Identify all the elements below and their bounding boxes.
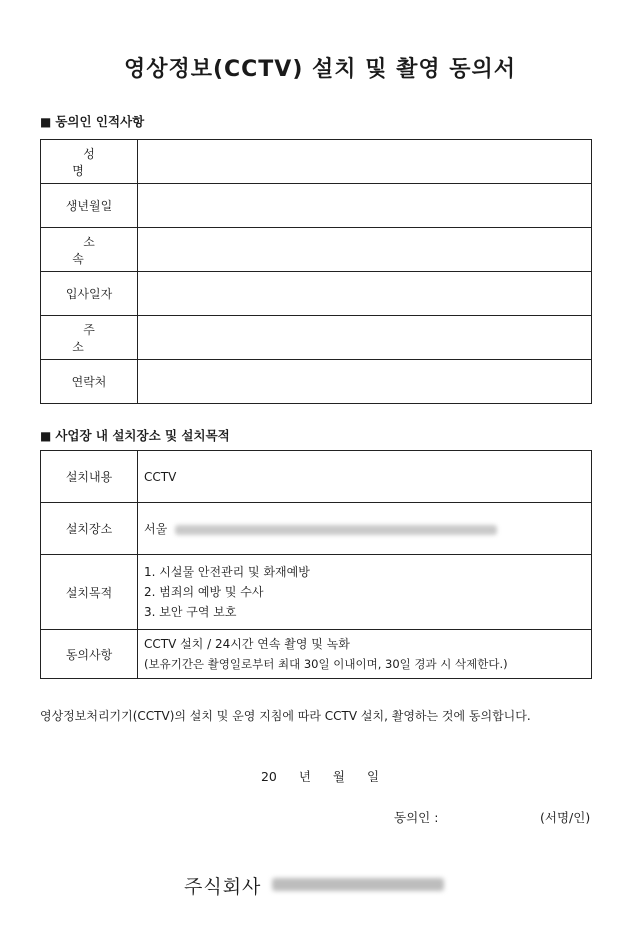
table-row xyxy=(41,503,592,555)
section-heading-personal-info xyxy=(40,112,144,130)
birthdate-field[interactable] xyxy=(138,184,592,228)
install-location-city: 서울 xyxy=(144,522,168,536)
consent-statement: 영상정보처리기기(CCTV)의 설치 및 운영 지침에 따라 CCTV 설치, 촬영하는 것에 동의합니다. xyxy=(40,709,531,723)
date-line: 20 년 월 일 xyxy=(260,769,380,784)
square-bullet-icon: ■ xyxy=(40,429,52,443)
table-row xyxy=(41,272,592,316)
table-row xyxy=(41,451,592,503)
table-row xyxy=(41,140,592,184)
redacted-address-blur xyxy=(175,525,497,535)
install-content-value: CCTV xyxy=(138,451,592,503)
label-contact: 연락처 xyxy=(41,360,138,404)
table-row xyxy=(41,316,592,360)
company-name: 주식회사 xyxy=(184,876,262,898)
address-field[interactable] xyxy=(138,316,592,360)
hire-date-field[interactable] xyxy=(138,272,592,316)
table-row xyxy=(41,555,592,630)
table-row xyxy=(41,228,592,272)
section-heading-installation xyxy=(40,426,230,444)
document-title: 영상정보(CCTV) 설치 및 촬영 동의서 xyxy=(123,57,517,82)
section-heading-text: 사업장 내 설치장소 및 설치목적 xyxy=(55,428,230,443)
installation-table xyxy=(40,450,592,679)
square-bullet-icon: ■ xyxy=(40,115,52,129)
install-location-cell xyxy=(138,503,592,555)
signature-seal-label: (서명/인) xyxy=(540,810,591,825)
personal-info-table xyxy=(40,139,592,404)
redacted-company-name-blur xyxy=(272,878,444,891)
label-name xyxy=(41,140,138,184)
label-address xyxy=(41,316,138,360)
label-name-text: 성 명 xyxy=(72,146,117,178)
label-department-text: 소 속 xyxy=(72,234,117,266)
install-purpose-cell xyxy=(138,555,592,630)
label-hire-date: 입사일자 xyxy=(41,272,138,316)
department-field[interactable] xyxy=(138,228,592,272)
name-field[interactable] xyxy=(138,140,592,184)
purpose-line: 3. 보안 구역 보호 xyxy=(144,605,237,619)
purpose-line: 1. 시설물 안전관리 및 화재예방 xyxy=(144,565,310,579)
label-consent-terms: 동의사항 xyxy=(41,630,138,679)
label-install-content: 설치내용 xyxy=(41,451,138,503)
consent-line: (보유기간은 촬영일로부터 최대 30일 이내이며, 30일 경과 시 삭제한다.) xyxy=(144,657,508,671)
purpose-line: 2. 범죄의 예방 및 수사 xyxy=(144,585,264,599)
consenter-label: 동의인 : xyxy=(394,810,439,825)
label-install-purpose: 설치목적 xyxy=(41,555,138,630)
label-birthdate: 생년월일 xyxy=(41,184,138,228)
table-row xyxy=(41,184,592,228)
label-address-text: 주 소 xyxy=(72,322,117,354)
table-row xyxy=(41,360,592,404)
consent-terms-cell xyxy=(138,630,592,679)
label-install-location: 설치장소 xyxy=(41,503,138,555)
section-heading-text: 동의인 인적사항 xyxy=(55,114,145,129)
label-department xyxy=(41,228,138,272)
consent-line: CCTV 설치 / 24시간 연속 촬영 및 녹화 xyxy=(144,637,350,651)
table-row xyxy=(41,630,592,679)
contact-field[interactable] xyxy=(138,360,592,404)
